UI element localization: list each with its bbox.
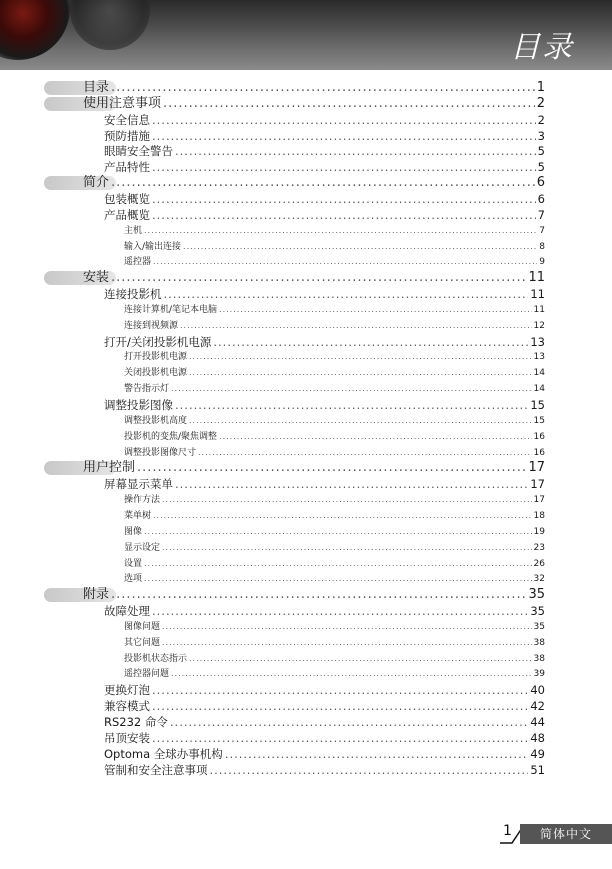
toc-entry-text <box>104 682 545 698</box>
toc-entry-page: 16 <box>533 431 545 442</box>
toc-entry-page: 14 <box>533 368 545 379</box>
toc-entry-level3[interactable] <box>0 619 612 635</box>
toc-leader-dots <box>144 556 532 572</box>
toc-leader-dots <box>152 698 528 714</box>
toc-entry-text <box>104 397 545 413</box>
toc-entry-label: 兼容模式 <box>104 699 150 714</box>
page-title: 目录 <box>510 30 574 65</box>
toc-entry-text <box>104 207 545 223</box>
toc-entry-text <box>104 112 545 128</box>
toc-leader-dots <box>210 762 529 778</box>
toc-entry-text <box>124 381 545 397</box>
page-number: 1 <box>503 823 512 839</box>
toc-leader-dots <box>163 96 535 112</box>
toc-entry-label: 遥控器问题 <box>124 669 170 680</box>
toc-entry-level3[interactable] <box>0 381 612 397</box>
toc-entry-text <box>104 698 545 714</box>
toc-entry-text <box>104 762 545 778</box>
toc-entry-page: 7 <box>539 225 545 236</box>
page-footer <box>0 822 612 844</box>
lens-ring-graphic <box>70 0 150 50</box>
toc-entry-page: 6 <box>537 191 545 206</box>
toc-entry-page: 42 <box>530 699 545 714</box>
toc-entry-level3[interactable] <box>0 651 612 667</box>
toc-entry-text <box>124 429 545 445</box>
toc-leader-dots <box>111 80 535 96</box>
toc-entry-label: 图像问题 <box>124 621 161 632</box>
toc-entry-label: 用户控制 <box>83 460 136 476</box>
toc-leader-dots <box>152 159 536 175</box>
toc-entry-text <box>124 318 545 334</box>
toc-entry-page: 48 <box>530 730 545 745</box>
toc-entry-text <box>104 730 545 746</box>
toc-entry-level2[interactable] <box>0 603 612 619</box>
toc-entry-text <box>124 349 545 365</box>
toc-entry-page: 40 <box>530 683 545 698</box>
toc-entry-page: 3 <box>537 128 545 143</box>
toc-entry-level2[interactable] <box>0 746 612 762</box>
toc-leader-dots <box>198 445 532 461</box>
toc-entry-text <box>83 587 545 603</box>
toc-leader-dots <box>170 714 528 730</box>
toc-entry-text <box>104 191 545 207</box>
toc-entry-level2[interactable] <box>0 334 612 350</box>
toc-entry-text <box>124 556 545 572</box>
toc-entry-level2[interactable] <box>0 143 612 159</box>
toc-entry-label: 主机 <box>124 225 143 236</box>
toc-leader-dots <box>152 191 536 207</box>
toc-entry-label: 其它问题 <box>124 637 161 648</box>
toc-entry-text <box>104 714 545 730</box>
toc-entry-page: 2 <box>537 112 545 127</box>
toc-leader-dots <box>219 302 532 318</box>
toc-entry-label: 目录 <box>83 80 110 95</box>
toc-entry-level3[interactable] <box>0 349 612 365</box>
toc-entry-page: 1 <box>536 80 545 95</box>
toc-leader-dots <box>164 286 529 302</box>
toc-entry-label: 关闭投影机电源 <box>124 368 188 379</box>
language-tab: 简体中文 <box>520 824 612 844</box>
toc-leader-dots <box>152 603 528 619</box>
toc-entry-page: 23 <box>533 542 545 553</box>
toc-entry-text <box>124 302 545 318</box>
toc-entry-page: 38 <box>533 637 545 648</box>
toc-entry-page: 18 <box>533 510 545 521</box>
toc-entry-label: 故障处理 <box>104 604 150 619</box>
toc-entry-page: 9 <box>539 257 545 268</box>
toc-entry-page: 17 <box>530 477 545 492</box>
toc-leader-dots <box>144 223 537 239</box>
toc-leader-dots <box>175 397 528 413</box>
toc-entry-text <box>104 603 545 619</box>
toc-leader-dots <box>152 128 536 144</box>
toc-entry-page: 38 <box>533 653 545 664</box>
toc-entry-page: 5 <box>537 144 545 159</box>
toc-entry-page: 32 <box>533 574 545 585</box>
toc-entry-level1[interactable] <box>0 175 612 191</box>
toc-leader-dots <box>162 635 532 651</box>
toc-entry-label: 屏幕显示菜单 <box>104 477 173 492</box>
toc-entry-level3[interactable] <box>0 540 612 556</box>
toc-entry-page: 11 <box>528 270 545 286</box>
toc-entry-page: 17 <box>533 495 545 506</box>
toc-entry-label: 吊顶安装 <box>104 730 150 745</box>
toc-entry-text <box>124 540 545 556</box>
toc-entry-label: RS232 命令 <box>104 715 168 729</box>
toc-leader-dots <box>180 318 532 334</box>
toc-entry-page: 13 <box>530 334 545 349</box>
toc-entry-level2[interactable] <box>0 112 612 128</box>
toc-entry-level3[interactable] <box>0 302 612 318</box>
toc-entry-label: 眼睛安全警告 <box>104 144 173 159</box>
toc-entry-level2[interactable] <box>0 397 612 413</box>
toc-entry-text <box>83 175 545 191</box>
toc-entry-label: 使用注意事项 <box>83 95 162 111</box>
toc-entry-level3[interactable] <box>0 318 612 334</box>
toc-entry-text <box>83 270 545 286</box>
toc-entry-label: 更换灯泡 <box>104 683 150 698</box>
toc-entry-text <box>104 476 545 492</box>
toc-entry-text <box>124 223 545 239</box>
toc-leader-dots <box>162 619 532 635</box>
toc-entry-label: 连接到视频源 <box>124 320 179 331</box>
toc-entry-label: Optoma 全球办事机构 <box>104 746 223 761</box>
toc-entry-label: 投影机的变焦/聚焦调整 <box>124 431 218 442</box>
toc-entry-level3[interactable] <box>0 429 612 445</box>
toc-leader-dots <box>162 540 532 556</box>
toc-leader-dots <box>171 666 532 682</box>
toc-entry-level3[interactable] <box>0 571 612 587</box>
toc-entry-text <box>124 365 545 381</box>
toc-entry-label: 打开/关闭投影机电源 <box>104 334 212 349</box>
toc-entry-page: 13 <box>533 352 545 363</box>
toc-entry-text <box>124 666 545 682</box>
toc-entry-label: 警告指示灯 <box>124 384 170 395</box>
toc-entry-page: 8 <box>539 241 545 252</box>
projector-lens-graphic <box>0 0 70 60</box>
toc-entry-level3[interactable] <box>0 445 612 461</box>
toc-entry-level2[interactable] <box>0 128 612 144</box>
toc-entry-text <box>124 492 545 508</box>
toc-entry-level3[interactable] <box>0 239 612 255</box>
toc-entry-text <box>104 746 545 762</box>
toc-leader-dots <box>183 239 537 255</box>
toc-entry-text <box>124 571 545 587</box>
toc-entry-level2[interactable] <box>0 730 612 746</box>
toc-leader-dots <box>153 508 532 524</box>
toc-entry-text <box>124 635 545 651</box>
toc-entry-text <box>83 96 545 112</box>
toc-entry-text <box>104 143 545 159</box>
toc-entry-level3[interactable] <box>0 492 612 508</box>
toc-leader-dots <box>162 492 532 508</box>
toc-leader-dots <box>111 270 526 286</box>
toc-entry-level2[interactable] <box>0 207 612 223</box>
toc-entry-page: 35 <box>533 621 545 632</box>
toc-entry-label: 遥控器 <box>124 257 152 268</box>
toc-entry-level2[interactable] <box>0 476 612 492</box>
toc-entry-page: 51 <box>530 762 545 777</box>
toc-entry-level2[interactable] <box>0 191 612 207</box>
toc-entry-page: 16 <box>533 447 545 458</box>
toc-entry-level3[interactable] <box>0 635 612 651</box>
toc-entry-page: 5 <box>537 160 545 175</box>
toc-entry-page: 35 <box>530 604 545 619</box>
toc-entry-label: 设置 <box>124 558 143 569</box>
toc-leader-dots <box>152 730 528 746</box>
toc-leader-dots <box>189 349 532 365</box>
toc-entry-page: 2 <box>536 95 545 111</box>
toc-entry-level2[interactable] <box>0 762 612 778</box>
toc-leader-dots <box>175 476 528 492</box>
toc-entry-text <box>83 460 545 476</box>
toc-entry-label: 附录 <box>83 587 110 603</box>
toc-entry-label: 打开投影机电源 <box>124 352 188 363</box>
toc-leader-dots <box>137 460 526 476</box>
toc-entry-level3[interactable] <box>0 524 612 540</box>
toc-entry-text <box>104 334 545 350</box>
toc-entry-level1[interactable] <box>0 96 612 112</box>
toc-entry-label: 安装 <box>83 270 110 286</box>
toc-entry-page: 49 <box>530 746 545 761</box>
toc-entry-page: 19 <box>533 526 545 537</box>
toc-leader-dots <box>144 571 532 587</box>
toc-entry-page: 11 <box>533 304 545 315</box>
toc-entry-text <box>104 159 545 175</box>
toc-entry-level2[interactable] <box>0 159 612 175</box>
toc-entry-page: 26 <box>533 558 545 569</box>
toc-leader-dots <box>152 682 528 698</box>
toc-entry-text <box>124 239 545 255</box>
toc-entry-level3[interactable] <box>0 223 612 239</box>
toc-entry-text <box>104 128 545 144</box>
toc-entry-level1[interactable] <box>0 460 612 476</box>
toc-entry-text <box>124 524 545 540</box>
toc-entry-text <box>124 651 545 667</box>
toc-entry-level3[interactable] <box>0 666 612 682</box>
toc-entry-level2[interactable] <box>0 682 612 698</box>
toc-entry-level1[interactable] <box>0 587 612 603</box>
toc-entry-label: 管制和安全注意事项 <box>104 762 208 777</box>
toc-leader-dots <box>175 143 536 159</box>
toc-entry-label: 调整投影机高度 <box>124 415 188 426</box>
toc-leader-dots <box>219 429 532 445</box>
toc-entry-label: 调整投影图像尺寸 <box>124 447 197 458</box>
toc-entry-level2[interactable] <box>0 714 612 730</box>
toc-entry-level3[interactable] <box>0 365 612 381</box>
toc-entry-label: 连接投影机 <box>104 287 162 302</box>
toc-entry-level2[interactable] <box>0 286 612 302</box>
toc-leader-dots <box>152 112 536 128</box>
toc-leader-dots <box>225 746 529 762</box>
toc-entry-text <box>124 254 545 270</box>
toc-entry-level3[interactable] <box>0 254 612 270</box>
toc-entry-label: 操作方法 <box>124 495 161 506</box>
toc-entry-text <box>83 80 545 96</box>
toc-entry-label: 选项 <box>124 574 143 585</box>
toc-entry-level3[interactable] <box>0 413 612 429</box>
toc-leader-dots <box>144 524 532 540</box>
toc-leader-dots <box>171 381 532 397</box>
toc-entry-label: 菜单树 <box>124 510 152 521</box>
toc-entry-label: 投影机状态指示 <box>124 653 188 664</box>
toc-entry-label: 调整投影图像 <box>104 398 173 412</box>
toc-entry-page: 15 <box>533 415 545 426</box>
toc-entry-label: 预防措施 <box>104 128 150 143</box>
toc-entry-label: 连接计算机/笔记本电脑 <box>124 304 218 315</box>
toc-leader-dots <box>152 207 536 223</box>
toc-entry-page: 14 <box>533 384 545 395</box>
toc-entry-page: 6 <box>536 175 545 191</box>
toc-entry-page: 11 <box>530 287 545 302</box>
toc-entry-page: 39 <box>533 669 545 680</box>
header-banner <box>0 0 612 70</box>
toc-entry-text <box>104 286 545 302</box>
toc-entry-page: 12 <box>533 320 545 331</box>
toc-entry-page: 35 <box>528 587 545 603</box>
toc-entry-level1[interactable] <box>0 80 612 96</box>
toc-leader-dots <box>189 651 532 667</box>
toc-leader-dots <box>111 175 535 191</box>
toc-entry-label: 包装概览 <box>104 191 150 206</box>
toc-entry-level2[interactable] <box>0 698 612 714</box>
toc-entry-page: 7 <box>537 207 545 222</box>
toc-entry-page: 15 <box>530 398 545 412</box>
toc-entry-page: 44 <box>530 715 545 729</box>
toc-entry-label: 产品概览 <box>104 207 150 222</box>
toc-entry-level3[interactable] <box>0 508 612 524</box>
toc-entry-level1[interactable] <box>0 270 612 286</box>
toc-leader-dots <box>153 254 537 270</box>
toc-entry-page: 17 <box>528 460 545 476</box>
toc-entry-label: 图像 <box>124 526 143 537</box>
toc-entry-label: 显示设定 <box>124 542 161 553</box>
toc-entry-text <box>124 508 545 524</box>
toc-entry-label: 安全信息 <box>104 112 150 127</box>
toc-entry-label: 输入/输出连接 <box>124 241 182 252</box>
toc-entry-label: 产品特性 <box>104 160 150 175</box>
toc-entry-label: 简介 <box>83 175 110 191</box>
toc-leader-dots <box>189 365 532 381</box>
toc-leader-dots <box>213 334 528 350</box>
toc-entry-level3[interactable] <box>0 556 612 572</box>
toc-entry-text <box>124 445 545 461</box>
toc-leader-dots <box>189 413 532 429</box>
toc-entry-text <box>124 413 545 429</box>
toc-entry-text <box>124 619 545 635</box>
toc-leader-dots <box>111 587 526 603</box>
